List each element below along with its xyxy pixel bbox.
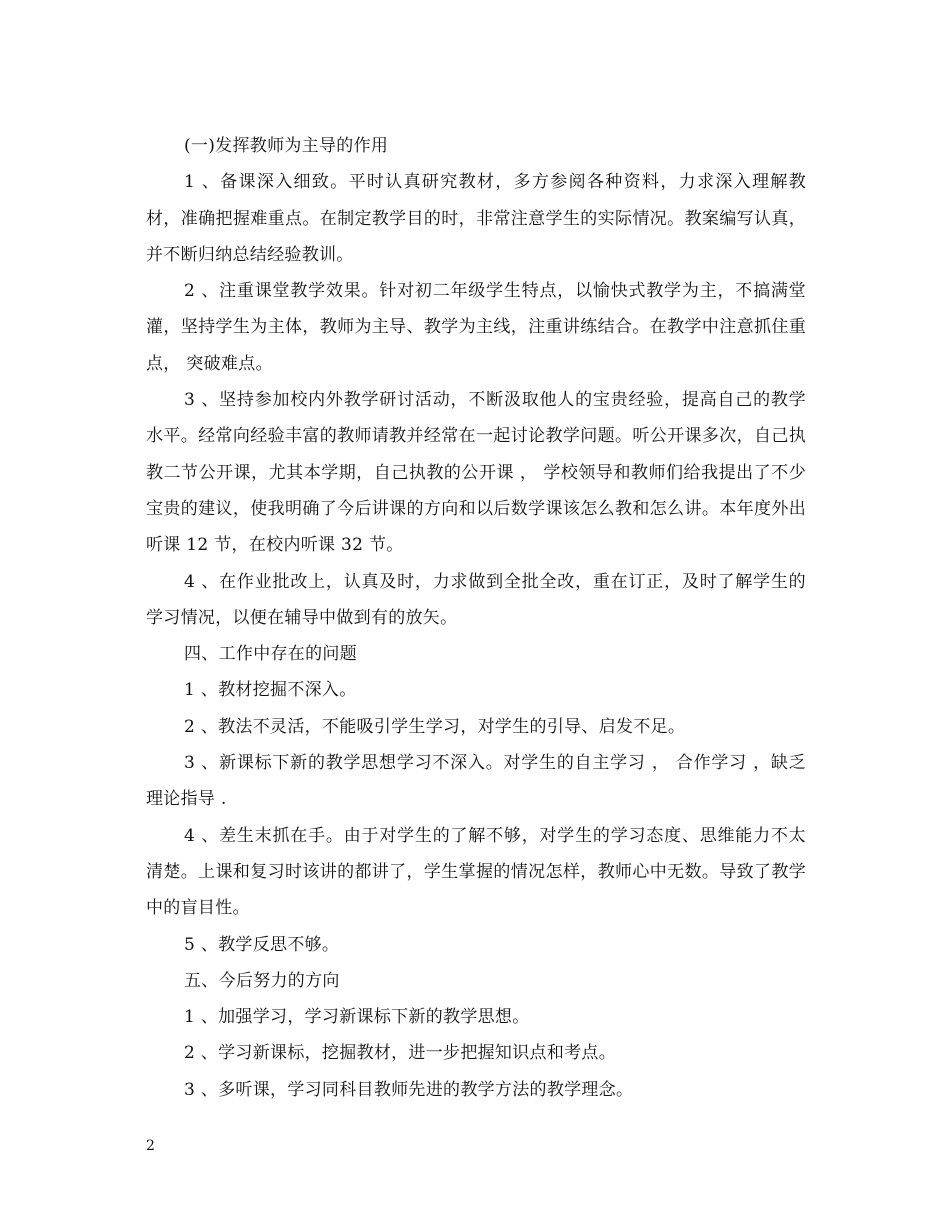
section-heading-problems: 四、工作中存在的问题 [184,644,357,665]
paragraph-direction-2: 2 、学习新课标，挖掘教材，进一步把握知识点和考点。 [184,1043,617,1064]
page-number: 2 [146,1138,155,1154]
paragraph-lesson-preparation: 1 、备课深入细致。平时认真研究教材，多方参阅各种资料，力求深入理解教材，准确把握难重点。在制定教学目的时，非常注意学生的实际情况。教案编写认真，并不断归纳总结经验教训。 [146,172,806,265]
paragraph-problem-2: 2 、教法不灵活，不能吸引学生学习，对学生的引导、启发不足。 [184,716,686,737]
paragraph-direction-1: 1 、加强学习，学习新课标下新的教学思想。 [184,1007,530,1028]
paragraph-problem-1: 1 、教材挖掘不深入。 [184,680,357,701]
paragraph-teaching-research: 3 、坚持参加校内外教学研讨活动，不断汲取他人的宝贵经验，提高自己的教学水平。经常向经验丰富的教师请教并经常在一起讨论教学问题。听公开课多次，自己执教二节公开课，尤其本学期，自己执教的公开课 ， 学校领导和教师们给我提出了不少宝贵的建议，使我明确了今后讲课的方向和以后数学课该怎么教和怎么讲。本年度外出听课 12 节，在校内听课 32 节。 [146,390,806,556]
paragraph-problem-5: 5 、教学反思不够。 [184,934,340,955]
paragraph-problem-4: 4 、差生末抓在手。由于对学生的了解不够，对学生的学习态度、思维能力不太清楚。上课和复习时该讲的都讲了，学生掌握的情况怎样，教师心中无数。导致了教学中的盲目性。 [146,825,806,919]
section-heading-leading-role: (一)发挥教师为主导的作用 [184,136,389,156]
paragraph-homework-correction: 4 、在作业批改上，认真及时，力求做到全批全改，重在订正，及时了解学生的学习情况，以便在辅导中做到有的放矢。 [146,571,806,628]
paragraph-direction-3: 3 、多听课，学习同科目教师先进的教学方法的教学理念。 [184,1079,634,1100]
document-body [146,128,806,1108]
paragraph-classroom-effect: 2 、注重课堂教学效果。针对初二年级学生特点，以愉快式教学为主，不搞满堂灌，坚持学生为主体，教师为主导、教学为主线，注重讲练结合。在教学中注意抓住重点， 突破难点。 [146,281,806,374]
paragraph-problem-3: 3 、新课标下新的教学思想学习不深入。对学生的自主学习 ， 合作学习 ，缺乏理论指导 . [146,753,806,810]
section-heading-future-direction: 五、今后努力的方向 [184,970,340,991]
